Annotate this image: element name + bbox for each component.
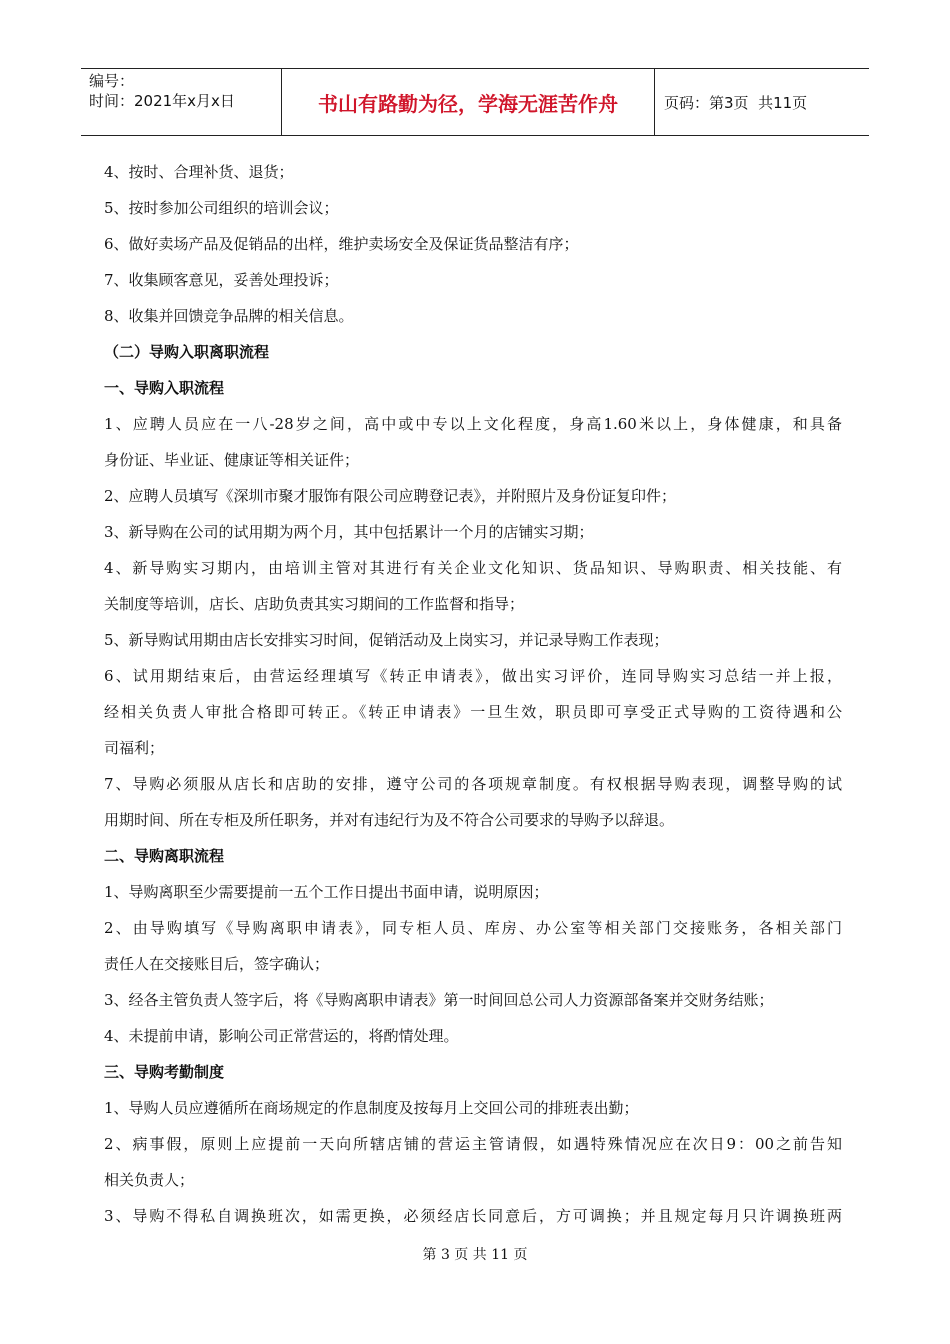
text-line: 责任人在交接账目后，签字确认； (104, 955, 330, 973)
text-line: 1、导购离职至少需要提前一五个工作日提出书面申请，说明原因； (104, 883, 549, 901)
section-heading: 三、导购考勤制度 (104, 1063, 225, 1081)
text-line: 4、未提前申请，影响公司正常营运的，将酌情处理。 (104, 1027, 459, 1045)
page-header (81, 68, 869, 136)
section-heading: （二）导购入职离职流程 (104, 343, 270, 361)
text-line: 4、按时、合理补货、退货； (104, 163, 294, 181)
text-line: 司福利； (104, 739, 165, 757)
text-line: 身份证、毕业证、健康证等相关证件； (104, 451, 360, 469)
text-line: 1、应聘人员应在一八-28岁之间，高中或中专以上文化程度，身高1.60米以上，身体健康，和具备 (104, 415, 842, 433)
text-line: 5、按时参加公司组织的培训会议； (104, 199, 339, 217)
text-line: 4、新导购实习期内，由培训主管对其进行有关企业文化知识、货品知识、导购职责、相关技能、有 (104, 559, 842, 577)
text-line: 1、导购人员应遵循所在商场规定的作息制度及按每月上交回公司的排班表出勤； (104, 1099, 639, 1117)
text-line: 3、新导购在公司的试用期为两个月，其中包括累计一个月的店铺实习期； (104, 523, 594, 541)
text-line: 2、由导购填写《导购离职申请表》，同专柜人员、库房、办公室等相关部门交接账务，各相关部门 (104, 919, 842, 937)
text-line: 7、收集顾客意见，妥善处理投诉； (104, 271, 339, 289)
header-meta (81, 69, 282, 135)
document-number: 编号： (89, 72, 135, 90)
text-line: 2、病事假，原则上应提前一天向所辖店铺的营运主管请假，如遇特殊情况应在次日9：00之前告知 (104, 1135, 842, 1153)
text-line: 5、新导购试用期由店长安排实习时间，促销活动及上岗实习，并记录导购工作表现； (104, 631, 669, 649)
section-heading: 二、导购离职流程 (104, 847, 225, 865)
text-line: 7、导购必须服从店长和店助的安排，遵守公司的各项规章制度。有权根据导购表现，调整导购的试 (104, 775, 842, 793)
section-heading: 一、导购入职流程 (104, 379, 225, 397)
document-date: 时间：2021年x月x日 (89, 92, 235, 110)
text-line: 2、应聘人员填写《深圳市聚才服饰有限公司应聘登记表》，并附照片及身份证复印件； (104, 487, 677, 505)
text-line: 6、试用期结束后，由营运经理填写《转正申请表》，做出实习评价，连同导购实习总结一并上报， (104, 667, 842, 685)
text-line: 关制度等培训，店长、店助负责其实习期间的工作监督和指导； (104, 595, 525, 613)
text-line: 6、做好卖场产品及促销品的出样，维护卖场安全及保证货品整洁有序； (104, 235, 579, 253)
text-line: 用期时间、所在专柜及所任职务，并对有违纪行为及不符合公司要求的导购予以辞退。 (104, 811, 675, 829)
text-line: 8、收集并回馈竞争品牌的相关信息。 (104, 307, 354, 325)
page-footer: 第 3 页 共 11 页 (422, 1247, 528, 1263)
header-page-info: 页码：第3页 共11页 (664, 93, 808, 112)
text-line: 经相关负责人审批合格即可转正。《转正申请表》一旦生效，职员即可享受正式导购的工资待遇和公 (104, 703, 842, 721)
text-line: 相关负责人； (104, 1171, 195, 1189)
text-line: 3、经各主管负责人签字后，将《导购离职申请表》第一时间回总公司人力资源部备案并交财务结账； (104, 991, 774, 1009)
text-line: 3、导购不得私自调换班次，如需更换，必须经店长同意后，方可调换；并且规定每月只许调换班两 (104, 1207, 842, 1225)
header-motto: 书山有路勤为径，学海无涯苦作舟 (282, 69, 655, 135)
document-body (104, 154, 842, 1234)
